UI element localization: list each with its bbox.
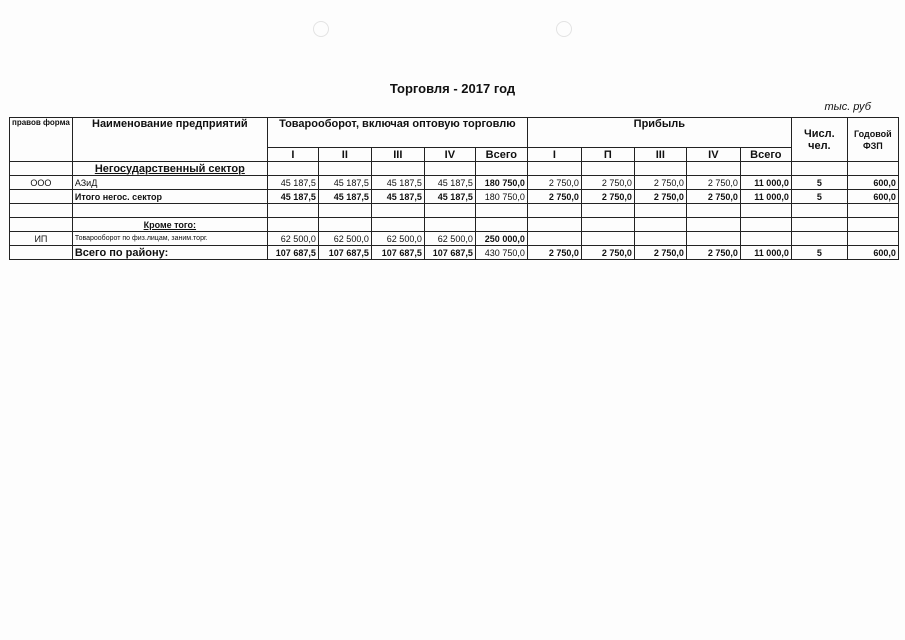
subtotal-profit-total: 11 000,0 [740, 190, 791, 204]
turnover-q1-cell: 45 187,5 [267, 176, 318, 190]
payroll-cell: 600,0 [847, 176, 898, 190]
total-profit-total: 11 000,0 [740, 246, 791, 260]
turnover-q1-cell: 62 500,0 [267, 232, 318, 246]
subtotal-staff: 5 [791, 190, 847, 204]
subtotal-profit-q4: 2 750,0 [686, 190, 740, 204]
turnover-total-cell: 250 000,0 [475, 232, 527, 246]
turnover-total-cell: 180 750,0 [475, 176, 527, 190]
total-profit-q3: 2 750,0 [634, 246, 686, 260]
total-turnover-q1: 107 687,5 [267, 246, 318, 260]
total-profit-q1: 2 750,0 [527, 246, 581, 260]
header-profit-q1: I [527, 148, 581, 162]
total-staff: 5 [791, 246, 847, 260]
enterprise-name-cell: Товарооборот по физ.лицам, заним.торг. [72, 232, 267, 246]
header-staff: Числ. чел. [791, 118, 847, 162]
subtotal-profit-q2: 2 750,0 [581, 190, 634, 204]
subtotal-payroll: 600,0 [847, 190, 898, 204]
table-row [10, 176, 899, 190]
total-turnover-q2: 107 687,5 [318, 246, 371, 260]
subtotal-turnover-q1: 45 187,5 [267, 190, 318, 204]
header-turnover-q2: II [318, 148, 371, 162]
trade-report-table [9, 117, 899, 260]
total-payroll: 600,0 [847, 246, 898, 260]
grand-total-label: Всего по району: [72, 246, 267, 260]
section-row-besides [10, 218, 899, 232]
empty-row [10, 204, 899, 218]
header-name: Наименование предприятий [72, 118, 267, 162]
total-turnover-total: 430 750,0 [475, 246, 527, 260]
header-row-1 [10, 118, 899, 148]
enterprise-name-cell: АЗиД [72, 176, 267, 190]
profit-total-cell: 11 000,0 [740, 176, 791, 190]
total-profit-q4: 2 750,0 [686, 246, 740, 260]
header-turnover: Товарооборот, включая оптовую торговлю [267, 118, 527, 148]
turnover-q3-cell: 45 187,5 [371, 176, 424, 190]
subtotal-profit-q1: 2 750,0 [527, 190, 581, 204]
table-row [10, 232, 899, 246]
header-profit-total: Всего [740, 148, 791, 162]
header-turnover-total: Всего [475, 148, 527, 162]
section-row-private [10, 162, 899, 176]
subtotal-profit-q3: 2 750,0 [634, 190, 686, 204]
section-besides-label: Кроме того: [72, 218, 267, 232]
turnover-q2-cell: 62 500,0 [318, 232, 371, 246]
total-profit-q2: 2 750,0 [581, 246, 634, 260]
header-legal-form: правов форма [10, 118, 73, 162]
subtotal-label: Итого негос. сектор [72, 190, 267, 204]
punch-hole-left [313, 21, 329, 37]
subtotal-turnover-q3: 45 187,5 [371, 190, 424, 204]
subtotal-turnover-total: 180 750,0 [475, 190, 527, 204]
punch-hole-right [556, 21, 572, 37]
turnover-q4-cell: 62 500,0 [424, 232, 475, 246]
header-profit: Прибыль [527, 118, 791, 148]
legal-form-cell: ИП [10, 232, 73, 246]
total-turnover-q3: 107 687,5 [371, 246, 424, 260]
header-profit-q3: III [634, 148, 686, 162]
header-turnover-q3: III [371, 148, 424, 162]
subtotal-row [10, 190, 899, 204]
profit-q2-cell: 2 750,0 [581, 176, 634, 190]
profit-q1-cell: 2 750,0 [527, 176, 581, 190]
turnover-q4-cell: 45 187,5 [424, 176, 475, 190]
document-title: Торговля - 2017 год [389, 81, 516, 96]
units-label: тыс. руб [824, 101, 871, 113]
section-private-label: Негосударственный сектор [72, 162, 267, 176]
header-payroll: Годовой ФЗП [847, 118, 898, 162]
profit-q3-cell: 2 750,0 [634, 176, 686, 190]
total-turnover-q4: 107 687,5 [424, 246, 475, 260]
grand-total-row [10, 246, 899, 260]
subtotal-turnover-q4: 45 187,5 [424, 190, 475, 204]
header-turnover-q1: I [267, 148, 318, 162]
turnover-q3-cell: 62 500,0 [371, 232, 424, 246]
staff-cell: 5 [791, 176, 847, 190]
turnover-q2-cell: 45 187,5 [318, 176, 371, 190]
header-profit-q4: IV [686, 148, 740, 162]
profit-q4-cell: 2 750,0 [686, 176, 740, 190]
header-profit-q2: П [581, 148, 634, 162]
header-turnover-q4: IV [424, 148, 475, 162]
subtotal-turnover-q2: 45 187,5 [318, 190, 371, 204]
legal-form-cell: ООО [10, 176, 73, 190]
